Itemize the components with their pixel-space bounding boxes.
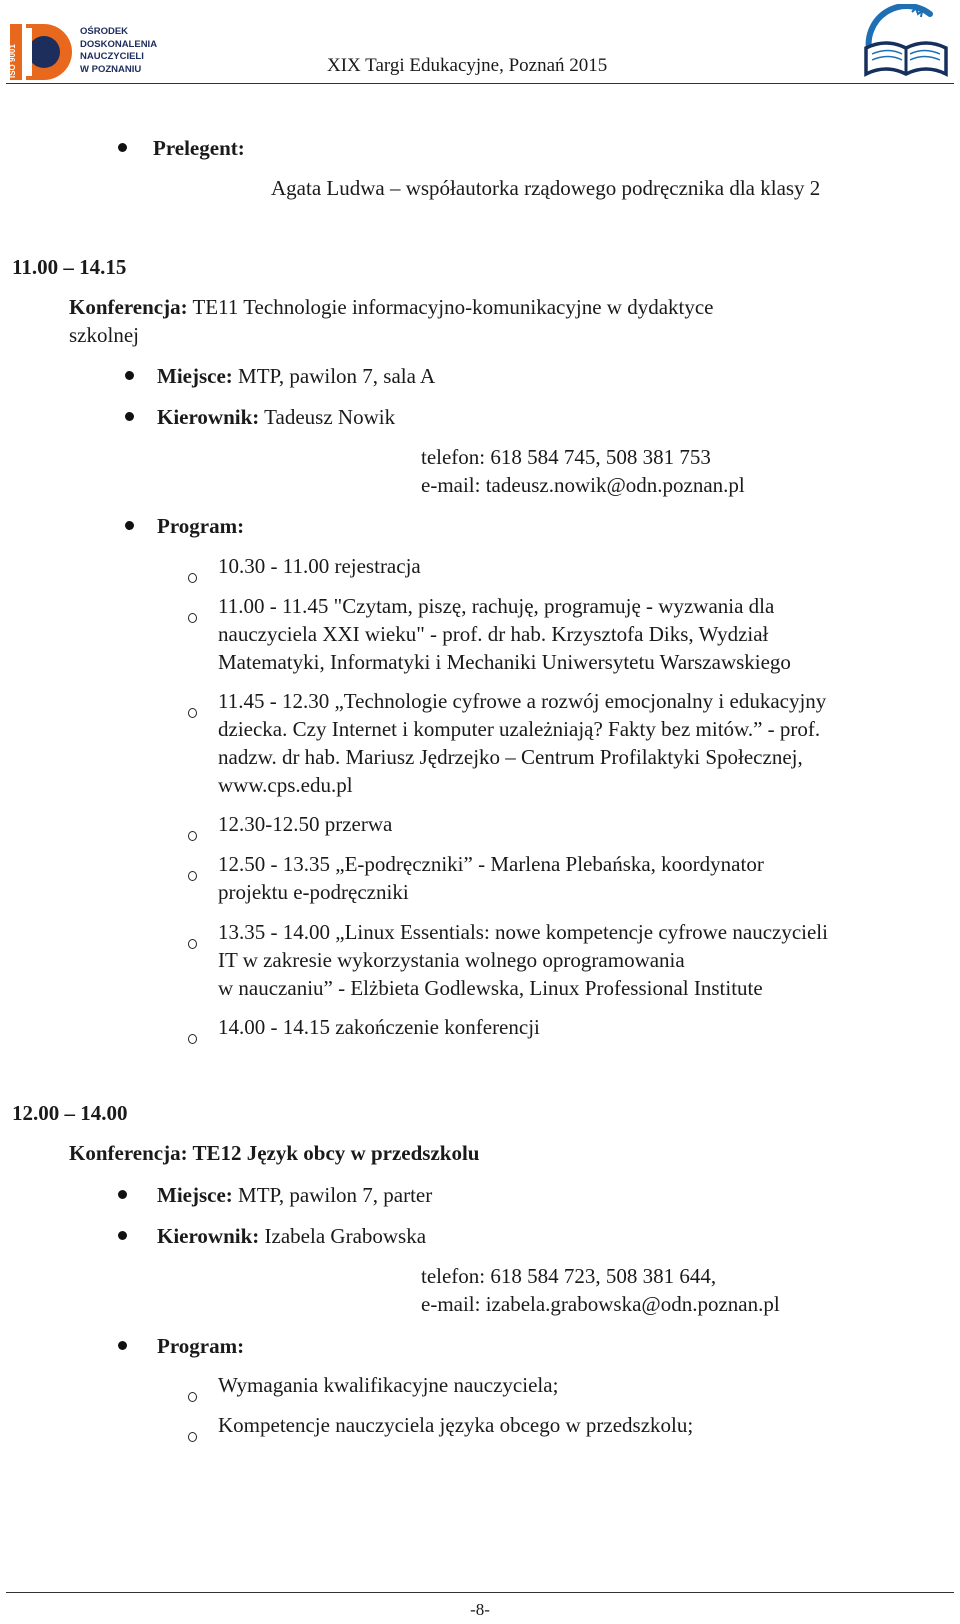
circle-bullet (188, 939, 197, 949)
program-item-line: dziecka. Czy Internet i komputer uzależniają? Fakty bez mitów.” - prof. (218, 717, 821, 741)
leader-value: Izabela Grabowska (259, 1224, 427, 1248)
program-item-line: Wymagania kwalifikacyjne nauczyciela; (218, 1373, 559, 1397)
header-rule (6, 83, 954, 84)
odn-logo-line: W POZNANIU (80, 63, 142, 75)
program-item-line: Matematyki, Informatyki i Mechaniki Uniwersytetu Warszawskiego (218, 650, 791, 674)
circle-bullet (188, 831, 197, 841)
program-item (218, 1371, 558, 1399)
program-item-line: www.cps.edu.pl (218, 773, 353, 797)
conference-label: Konferencja: (69, 1141, 188, 1165)
program-label: Program: (157, 514, 245, 538)
program-item-line: w nauczaniu” - Elżbieta Godlewska, Linux Professional Institute (218, 976, 763, 1000)
circle-bullet (188, 871, 197, 881)
circle-bullet (188, 613, 197, 623)
conference-label: Konferencja: (69, 295, 188, 319)
conference-title (69, 293, 714, 321)
footer-rule (6, 1592, 954, 1593)
bullet (118, 143, 127, 152)
speaker-label: Prelegent: (153, 136, 245, 160)
bullet (118, 1341, 127, 1350)
iso-badge: ISO 9001 (8, 44, 17, 78)
program-item-line: 11.45 - 12.30 „Technologie cyfrowe a rozwój emocjonalny i edukacyjny (218, 689, 827, 713)
page-number: -8- (470, 1600, 490, 1619)
program-item-line: nauczyciela XXI wieku" - prof. dr hab. Krzysztofa Diks, Wydział (218, 622, 769, 646)
program-item-line: IT w zakresie wykorzystania wolnego oprogramowania (218, 948, 685, 972)
circle-bullet (188, 1432, 197, 1442)
bullet (125, 412, 134, 421)
place-label: Miejsce: (157, 364, 233, 388)
header-title: XIX Targi Edukacyjne, Poznań 2015 (327, 55, 608, 76)
program-item (218, 687, 826, 799)
open-book-icon (860, 4, 952, 80)
program-item (218, 850, 764, 906)
bullet (118, 1231, 127, 1240)
odn-logo-line: DOSKONALENIA (80, 38, 158, 50)
program-item (218, 552, 421, 580)
leader (157, 1222, 426, 1250)
leader-phone: telefon: 618 584 745, 508 381 753 (421, 445, 711, 469)
place-value: MTP, pawilon 7, parter (232, 1183, 433, 1207)
bullet (118, 1190, 127, 1199)
speaker-text: Agata Ludwa – współautorka rządowego podręcznika dla klasy 2 (271, 176, 821, 200)
place (157, 362, 435, 390)
open-book-logo (860, 4, 952, 80)
circle-bullet (188, 573, 197, 583)
bullet (125, 521, 134, 530)
program-item-line: projektu e-podręczniki (218, 880, 409, 904)
leader-email: e-mail: tadeusz.nowik@odn.poznan.pl (421, 473, 745, 497)
program-item-line: 12.30-12.50 przerwa (218, 812, 393, 836)
program-item (218, 1013, 540, 1041)
circle-bullet (188, 1034, 197, 1044)
program-item (218, 1411, 693, 1439)
place-label: Miejsce: (157, 1183, 233, 1207)
program-item-line: 10.30 - 11.00 rejestracja (218, 554, 421, 578)
odn-logo-line: NAUCZYCIELI (80, 51, 144, 62)
program-item (218, 810, 392, 838)
odn-logo-text (80, 26, 157, 76)
odn-logo (8, 24, 158, 80)
circle-bullet (188, 708, 197, 718)
program-item-line: 13.35 - 14.00 „Linux Essentials: nowe kompetencje cyfrowe nauczycieli (218, 920, 828, 944)
place-value: MTP, pawilon 7, sala A (232, 364, 436, 388)
program-item-line: 12.50 - 13.35 „E-podręczniki” - Marlena Plebańska, koordynator (218, 852, 764, 876)
program-item-line: 14.00 - 14.15 zakończenie konferencji (218, 1015, 540, 1039)
leader-label: Kierownik: (157, 1224, 260, 1248)
conference-title-cont: szkolnej (69, 323, 139, 347)
bullet (125, 371, 134, 380)
program-item-line: Kompetencje nauczyciela języka obcego w przedszkolu; (218, 1413, 694, 1437)
program-label: Program: (157, 1334, 245, 1358)
odn-logo-line: OŚRODEK (80, 26, 129, 37)
leader-phone: telefon: 618 584 723, 508 381 644, (421, 1264, 717, 1288)
leader-value: Tadeusz Nowik (259, 405, 396, 429)
program-item-line: nadzw. dr hab. Mariusz Jędrzejko – Centrum Profilaktyki Społecznej, (218, 745, 803, 769)
conference-title (69, 1139, 479, 1167)
session-time: 11.00 – 14.15 (12, 255, 127, 279)
session-time: 12.00 – 14.00 (12, 1101, 128, 1125)
place (157, 1181, 432, 1209)
program-item-line: 11.00 - 11.45 "Czytam, piszę, rachuję, programuję - wyzwania dla (218, 594, 775, 618)
program-item (218, 592, 791, 676)
conference-title-text: TE12 Język obcy w przedszkolu (187, 1141, 480, 1165)
conference-title-text: TE11 Technologie informacyjno-komunikacyjne w dydaktyce (187, 295, 714, 319)
leader-email: e-mail: izabela.grabowska@odn.poznan.pl (421, 1292, 780, 1316)
program-item (218, 918, 828, 1002)
circle-bullet (188, 1392, 197, 1402)
leader (157, 403, 395, 431)
leader-label: Kierownik: (157, 405, 260, 429)
